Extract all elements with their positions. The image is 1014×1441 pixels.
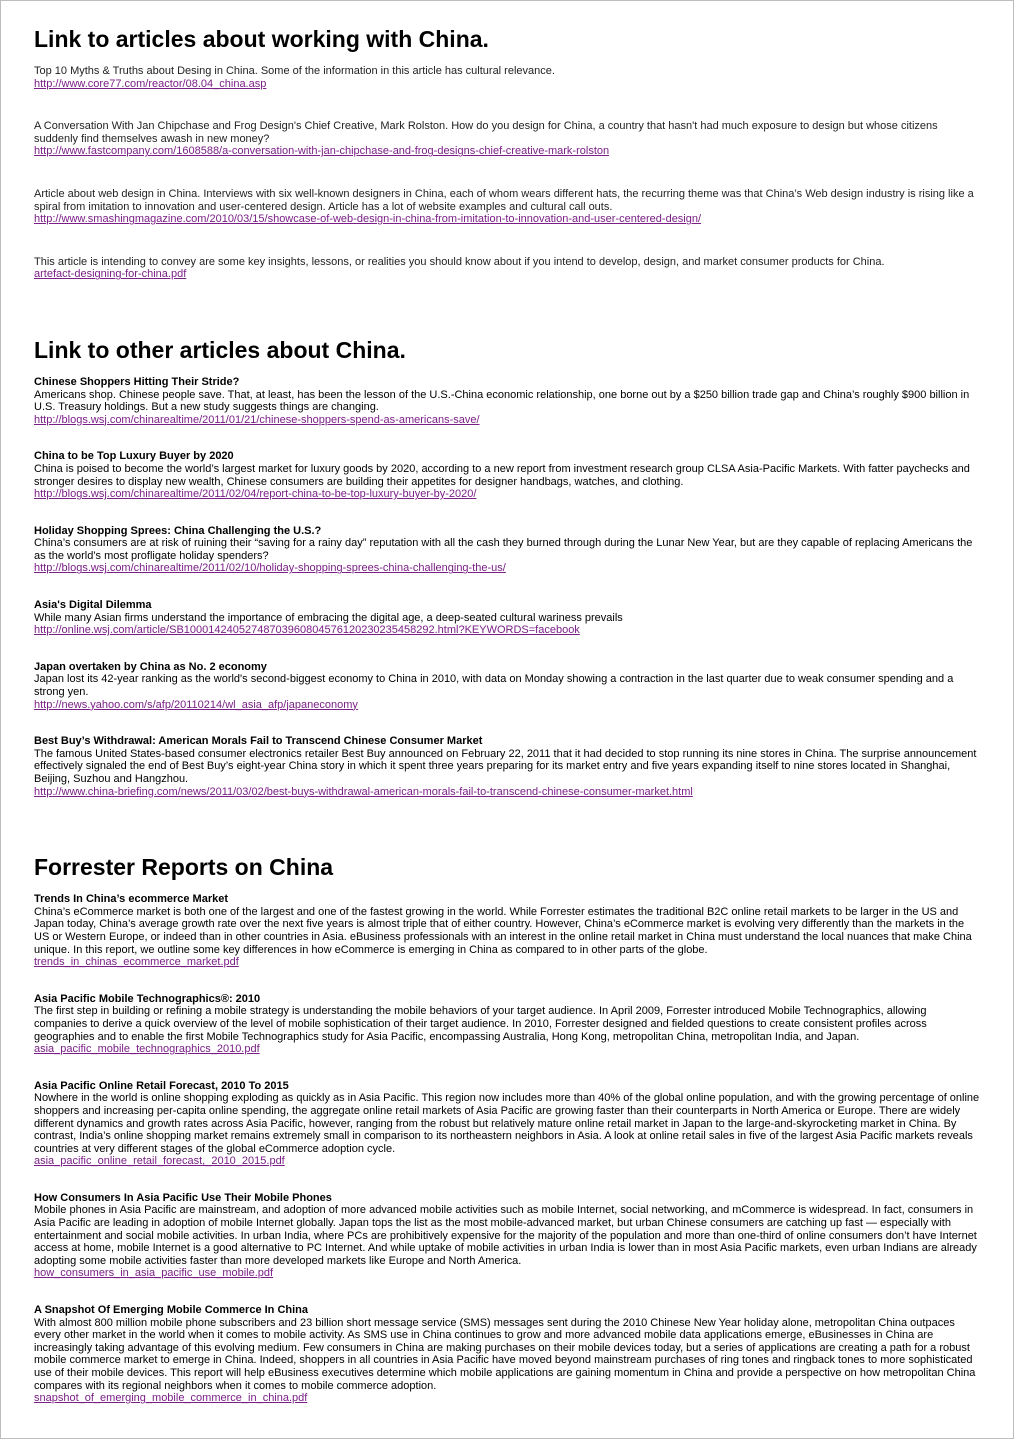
article-description: A Conversation With Jan Chipchase and Frog Design's Chief Creative, Mark Rolston. How do you design for China, a country that hasn't had much exposure to design but whose citizens suddenly find themselves awash in new money? [34, 120, 938, 145]
article-description: China is poised to become the world’s largest market for luxury goods by 2020, according to a new report from investment research group CLSA Asia-Pacific Markets. With fatter paychecks and stronger desires to display new wealth, Chinese consumers are building their appetites for designer handbags, watches, and clothing. [34, 462, 970, 488]
article-entry [34, 188, 980, 226]
report-entry [34, 1080, 980, 1168]
article-title: Asia's Digital Dilemma [34, 599, 152, 612]
document-body [34, 24, 980, 1441]
article-description: This article is intending to convey are some key insights, lessons, or realities you should know about if you intend to develop, design, and market consumer products for China. [34, 255, 885, 268]
report-entry [34, 893, 980, 969]
article-entry [34, 661, 980, 711]
article-entry [34, 120, 980, 158]
report-description: With almost 800 million mobile phone subscribers and 23 billion short message service (SMS) messages sent during the 2010 Chinese New Year holiday alone, metropolitan China outpaces every other market in the world when it comes to mobile activity. As SMS use in China continues to grow and more advanced mobile data applications emerge, eBusinesses in China are increasingly taking advantage of this evolving medium. Few consumers in China are making purchases on their mobile devices today, but a series of applications are creating a path for a robust mobile commerce market to emerge in China. Indeed, shoppers in all countries in Asia Pacific have moved beyond mainstream purchases of ring tones and ringback tones to more sophisticated use of their mobile devices. This report will help eBusiness executives determine which mobile applications are gaining momentum in China and provide a perspective on how metropolitan China compares with its regional neighbors when it comes to mobile commerce adoption. [34, 1316, 976, 1392]
report-entry [34, 1304, 980, 1405]
report-title: How Consumers In Asia Pacific Use Their Mobile Phones [34, 1191, 332, 1204]
report-description: Mobile phones in Asia Pacific are mainstream, and adoption of more advanced mobile activities such as mobile Internet, social networking, and mCommerce is widespread. In fact, consumers in Asia Pacific are leading in adoption of mobile Internet globally. Japan tops the list as the most mobile-advanced market, but urban Chinese consumers are catching up fast — especially with entertainment and social mobile activities. In urban India, where PCs are prohibitively expensive for the majority of the population and more than one-third of online consumers don’t have Internet access at home, mobile Internet is a good alternative to PC Internet. And while uptake of mobile activities in urban India is lower than in most Asia Pacific markets, even urban Indians are already adopting some mobile activities faster than more developed markets like Europe and North America. [34, 1204, 977, 1267]
article-entry [34, 256, 980, 281]
article-link[interactable]: artefact-designing-for-china.pdf [34, 268, 187, 281]
report-link[interactable]: asia_pacific_online_retail_forecast,_2010_2015.pdf [34, 1155, 285, 1168]
article-link[interactable]: http://news.yahoo.com/s/afp/20110214/wl_asia_afp/japaneconomy [34, 698, 358, 711]
report-link[interactable]: asia_pacific_mobile_technographics_2010.pdf [34, 1043, 260, 1056]
article-description: China’s consumers are at risk of ruining their “saving for a rainy day” reputation with all the cash they burned through during the Lunar New Year, but are they capable of replacing Americans the as the world’s most profligate holiday spenders? [34, 537, 973, 562]
article-title: Chinese Shoppers Hitting Their Stride? [34, 375, 240, 388]
section-title: Forrester Reports on China [34, 854, 334, 881]
article-title: Japan overtaken by China as No. 2 economy [34, 660, 267, 673]
article-description: The famous United States-based consumer electronics retailer Best Buy announced on February 22, 2011 that it had decided to stop running its nine stores in China. The surprise announcement effectively signaled the end of Best Buy’s eight-year China story in which it spent three years preparing for its market entry and five years expanding itself to nine stores located in Shanghai, Beijing, Suzhou and Hangzhou. [34, 747, 977, 785]
section-forrester-reports [34, 852, 980, 1405]
article-entry [34, 525, 980, 575]
report-title: Trends In China’s ecommerce Market [34, 893, 228, 906]
article-link[interactable]: http://www.core77.com/reactor/08.04_china.asp [34, 77, 267, 90]
report-link[interactable]: how_consumers_in_asia_pacific_use_mobile.pdf [34, 1267, 274, 1280]
report-description: The first step in building or refining a mobile strategy is understanding the mobile behaviors of your target audience. In April 2009, Forrester introduced Mobile Technographics, allowing companies to derive a quick overview of the level of mobile sophistication of their target audience. In 2010, Forrester designed and fielded questions to create consistent profiles across geographies and to enable the first Mobile Technographics study for Asia Pacific, encompassing Australia, Hong Kong, metropolitan China, metropolitan India, and Japan. [34, 1005, 927, 1043]
article-description: Japan lost its 42-year ranking as the world's second-biggest economy to China in 2010, with data on Monday showing a contraction in the last quarter due to weak consumer spending and a strong yen. [34, 673, 954, 699]
report-entry [34, 1192, 980, 1280]
report-entry [34, 993, 980, 1056]
article-entry [34, 735, 980, 798]
section-working-with-china [34, 24, 980, 281]
article-title: Holiday Shopping Sprees: China Challenging the U.S.? [34, 524, 322, 537]
section-other-articles [34, 335, 980, 798]
report-title: A Snapshot Of Emerging Mobile Commerce In China [34, 1304, 309, 1317]
article-entry [34, 599, 980, 637]
report-description: Nowhere in the world is online shopping exploding as quickly as in Asia Pacific. This region now includes more than 40% of the global online population, and with the growing percentage of online shoppers and increasing per-capita online spending, the aggregate online retail markets of Asia Pacific are growing faster than their counterparts in North America or Europe. There are widely different dynamics and growth rates across Asia Pacific, however, ranging from the robust but relatively mature online retail market in Japan to the large-and-skyrocketing market in China. By contrast, India’s online shopping market remains extremely small in comparison to its northeastern neighbors in Asia. A look at online retail sales in five of the largest Asia Pacific markets reveals countries at very different stages of the global eCommerce adoption cycle. [34, 1092, 980, 1155]
article-link[interactable]: http://online.wsj.com/article/SB10001424052748703960804576120230235458292.html?KEYWORDS=facebook [34, 624, 580, 637]
article-description: Americans shop. Chinese people save. That, at least, has been the lesson of the U.S.-China economic relationship, one borne out by a $250 billion trade gap and China’s roughly $900 billion in U.S. Treasury holdings. But a new study suggests things are changing. [34, 388, 970, 414]
report-description: China’s eCommerce market is both one of the largest and one of the fastest growing in the world. While Forrester estimates the traditional B2C online retail markets to be larger in the US and Japan today, China’s average growth rate over the next five years is almost triple that of either country. However, China’s eCommerce market is evolving very differently than the markets in the US or Western Europe, or indeed than in other countries in Asia. eBusiness professionals with an interest in the online retail market in China must understand the local nuances that make China unique. In this report, we outline some key differences in how eCommerce is emerging in China as compared to in other parts of the globe. [34, 905, 972, 956]
article-description: Top 10 Myths & Truths about Desing in China. Some of the information in this article has cultural relevance. [34, 65, 555, 77]
report-link[interactable]: snapshot_of_emerging_mobile_commerce_in_china.pdf [34, 1392, 308, 1405]
article-link[interactable]: http://www.fastcompany.com/1608588/a-conversation-with-jan-chipchase-and-frog-designs-chief-creative-mark-rolston [34, 145, 610, 158]
article-link[interactable]: http://blogs.wsj.com/chinarealtime/2011/02/04/report-china-to-be-top-luxury-buyer-by-2020/ [34, 488, 477, 501]
article-link[interactable]: http://www.smashingmagazine.com/2010/03/15/showcase-of-web-design-in-china-from-imitation-to-innovation-and-user-centered-design/ [34, 213, 702, 226]
article-link[interactable]: http://blogs.wsj.com/chinarealtime/2011/02/10/holiday-shopping-sprees-china-challenging-the-us/ [34, 562, 506, 575]
article-description: While many Asian firms understand the importance of embracing the digital age, a deep-seated cultural wariness prevails [34, 611, 623, 624]
report-title: Asia Pacific Online Retail Forecast, 2010 To 2015 [34, 1079, 289, 1092]
article-description: Article about web design in China. Interviews with six well-known designers in China, each of whom wears different hats, the recurring theme was that China’s Web design industry is rising like a spiral from imitation to innovation and user-centered design. Article has a lot of website examples and cultural call outs. [34, 187, 974, 213]
article-entry [34, 450, 980, 500]
article-entry [34, 376, 980, 426]
article-title: Best Buy’s Withdrawal: American Morals Fail to Transcend Chinese Consumer Market [34, 735, 483, 748]
article-link[interactable]: http://www.china-briefing.com/news/2011/03/02/best-buys-withdrawal-american-morals-fail-to-transcend-chinese-consumer-market.html [34, 785, 693, 798]
report-link[interactable]: trends_in_chinas_ecommerce_market.pdf [34, 956, 239, 969]
report-title: Asia Pacific Mobile Technographics®: 2010 [34, 992, 261, 1005]
article-entry [34, 65, 980, 90]
article-title: China to be Top Luxury Buyer by 2020 [34, 450, 234, 463]
section-title: Link to articles about working with China. [34, 26, 489, 52]
article-link[interactable]: http://blogs.wsj.com/chinarealtime/2011/01/21/chinese-shoppers-spend-as-americans-save/ [34, 413, 480, 426]
section-title: Link to other articles about China. [34, 336, 406, 363]
